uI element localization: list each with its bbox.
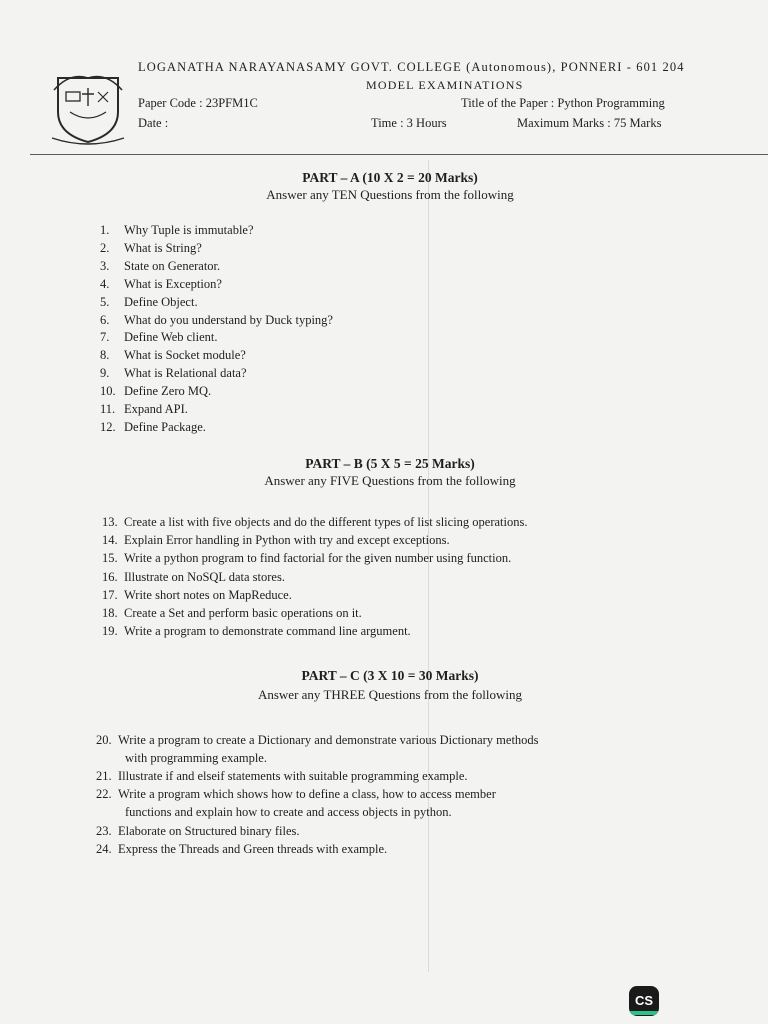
camscanner-badge: CS [629, 986, 659, 1016]
question-text-continuation: with programming example. [125, 751, 267, 766]
question-number: 24. [96, 841, 112, 856]
question-text: What is Socket module? [124, 348, 246, 363]
question-item [102, 570, 285, 585]
question-text: Express the Threads and Green threads with example. [118, 841, 388, 856]
part-a-title: PART – A (10 X 2 = 20 Marks) [302, 170, 478, 185]
question-item [100, 313, 333, 328]
exam-date: Date : [138, 116, 169, 130]
question-text: Create a list with five objects and do the different types of list slicing operations. [124, 515, 528, 529]
question-number: 14. [102, 533, 118, 548]
exam-title: MODEL EXAMINATIONS [366, 78, 524, 92]
question-number: 21. [96, 769, 112, 784]
question-text: Define Object. [124, 294, 198, 309]
question-text: Define Package. [124, 419, 206, 434]
question-number: 8. [100, 348, 110, 363]
question-text: What is Relational data? [124, 366, 247, 381]
college-name: LOGANATHA NARAYANASAMY GOVT. COLLEGE (Autonomous), PONNERI - 601 204 [138, 60, 685, 74]
question-item [100, 366, 247, 381]
question-number: 9. [100, 366, 110, 381]
question-text: Write short notes on MapReduce. [124, 587, 292, 602]
question-text: Illustrate if and elseif statements with suitable programming example. [118, 769, 468, 784]
question-text: Expand API. [124, 402, 188, 416]
question-item [96, 842, 387, 857]
question-text: Illustrate on NoSQL data stores. [124, 569, 285, 584]
question-text: Define Web client. [124, 330, 218, 345]
question-number: 5. [100, 294, 110, 309]
question-number: 16. [102, 569, 118, 584]
part-c-title: PART – C (3 X 10 = 30 Marks) [301, 668, 479, 683]
question-text: Write a python program to find factorial for the given number using function. [124, 551, 512, 566]
part-b-title: PART – B (5 X 5 = 25 Marks) [305, 456, 475, 471]
part-a-instruction: Answer any TEN Questions from the following [266, 187, 514, 202]
question-text: Explain Error handling in Python with try and except exceptions. [124, 533, 450, 548]
question-text-continuation: functions and explain how to create and access objects in python. [125, 805, 452, 820]
paper-title: Title of the Paper : Python Programming [461, 96, 665, 110]
question-item [100, 277, 222, 292]
question-item [96, 787, 496, 802]
question-item [100, 420, 206, 435]
question-item [100, 241, 202, 256]
question-text: What is Exception? [124, 276, 222, 291]
question-number: 4. [100, 276, 110, 291]
question-number: 11. [100, 402, 116, 416]
question-number: 19. [102, 624, 118, 639]
question-number: 2. [100, 240, 110, 255]
question-number: 22. [96, 787, 112, 802]
question-number: 12. [100, 419, 116, 434]
question-item [102, 515, 528, 530]
question-item [102, 624, 411, 639]
question-number: 10. [100, 384, 116, 399]
question-number: 15. [102, 551, 118, 566]
maximum-marks: Maximum Marks : 75 Marks [517, 116, 662, 130]
question-text: What is String? [124, 240, 202, 255]
part-b-instruction: Answer any FIVE Questions from the following [264, 473, 516, 488]
question-number: 17. [102, 587, 118, 602]
question-item [96, 824, 300, 839]
question-number: 13. [102, 515, 118, 529]
question-item [102, 551, 511, 566]
question-item [100, 348, 246, 363]
question-number: 6. [100, 312, 110, 327]
paper-code: Paper Code : 23PFM1C [138, 96, 258, 110]
question-text: Write a program to demonstrate command line argument. [124, 624, 411, 639]
exam-duration: Time : 3 Hours [371, 116, 447, 130]
question-item [100, 330, 218, 345]
question-number: 3. [100, 258, 110, 273]
question-text: What do you understand by Duck typing? [124, 312, 333, 327]
question-item [100, 402, 188, 417]
question-text: Why Tuple is immutable? [124, 223, 254, 237]
question-item [102, 588, 292, 603]
question-number: 7. [100, 330, 110, 345]
part-c-instruction: Answer any THREE Questions from the following [257, 687, 523, 702]
header-divider [30, 154, 768, 155]
college-emblem-logo [48, 72, 128, 146]
question-text: Elaborate on Structured binary files. [118, 823, 300, 838]
question-item [100, 384, 211, 399]
question-item [100, 259, 220, 274]
question-number: 23. [96, 823, 112, 838]
question-text: Create a Set and perform basic operations on it. [124, 606, 362, 620]
question-text: Write a program which shows how to define a class, how to access member [118, 787, 496, 802]
camscanner-badge-accent [630, 1011, 658, 1015]
question-item [100, 295, 198, 310]
question-item [96, 733, 539, 748]
question-text: Write a program to create a Dictionary and demonstrate various Dictionary methods [118, 733, 539, 747]
question-item [102, 533, 450, 548]
question-text: State on Generator. [124, 258, 221, 273]
question-number: 20. [96, 733, 112, 747]
question-item [102, 606, 362, 621]
question-text: Define Zero MQ. [124, 384, 212, 399]
question-number: 1. [100, 223, 110, 237]
question-item [96, 769, 468, 784]
question-item [100, 223, 254, 238]
question-number: 18. [102, 606, 118, 620]
